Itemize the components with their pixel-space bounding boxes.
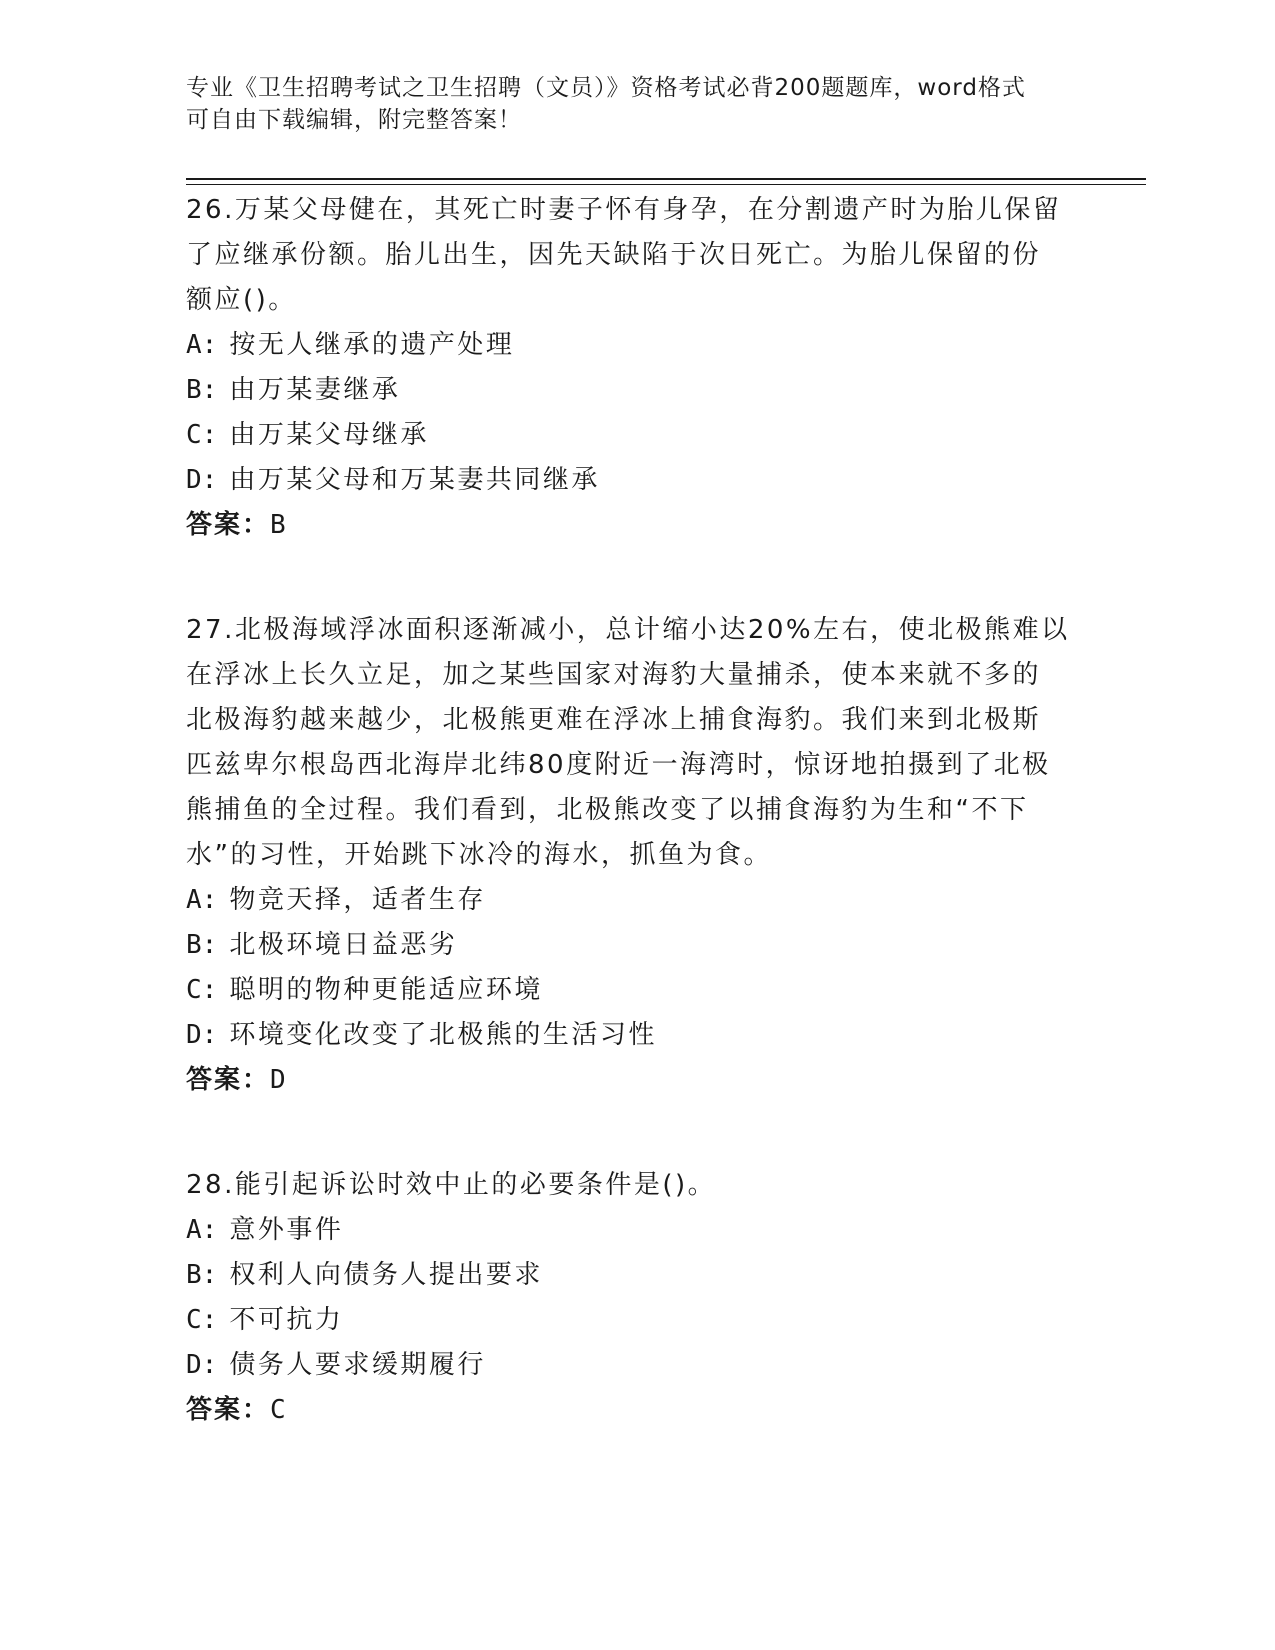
question-line: 水”的习性，开始跳下冰冷的海水，抓鱼为食。 (186, 840, 772, 870)
question-27 (186, 608, 1086, 1103)
option-text: 物竞天择，适者生存 (229, 885, 486, 915)
answer (186, 1058, 1086, 1103)
answer (186, 503, 1086, 548)
option-letter: B: (186, 375, 218, 405)
answer-label: 答案： (186, 1395, 271, 1425)
answer-value: C (270, 1395, 288, 1425)
option-letter: A: (186, 330, 218, 360)
option-letter: D: (186, 1020, 218, 1050)
question-line: 匹兹卑尔根岛西北海岸北纬80度附近一海湾时，惊讶地拍摄到了北极 (186, 750, 1051, 780)
header-line-2: 可自由下载编辑，附完整答案！ (186, 107, 522, 133)
question-line: 26.万某父母健在，其死亡时妻子怀有身孕，在分割遗产时为胎儿保留 (186, 195, 1062, 225)
option-a (186, 323, 1086, 368)
question-line: 了应继承份额。胎儿出生，因先天缺陷于次日死亡。为胎儿保留的份 (186, 240, 1042, 270)
question-line: 在浮冰上长久立足，加之某些国家对海豹大量捕杀，使本来就不多的 (186, 660, 1042, 690)
option-b (186, 1253, 1086, 1298)
option-text: 聪明的物种更能适应环境 (229, 975, 543, 1005)
option-d (186, 1343, 1086, 1388)
answer-value: D (270, 1065, 288, 1095)
option-text: 按无人继承的遗产处理 (229, 330, 515, 360)
option-letter: D: (186, 1350, 218, 1380)
option-text: 由万某妻继承 (229, 375, 401, 405)
option-letter: A: (186, 885, 218, 915)
option-letter: D: (186, 465, 218, 495)
option-b (186, 368, 1086, 413)
option-text: 环境变化改变了北极熊的生活习性 (229, 1020, 657, 1050)
answer-label: 答案： (186, 1065, 271, 1095)
question-26 (186, 188, 1086, 548)
answer-label: 答案： (186, 510, 271, 540)
option-c (186, 1298, 1086, 1343)
option-c (186, 413, 1086, 458)
answer-value: B (270, 510, 288, 540)
option-letter: B: (186, 1260, 218, 1290)
header-line-1: 专业《卫生招聘考试之卫生招聘（文员）》资格考试必背200题题库，word格式 (186, 75, 1026, 101)
option-c (186, 968, 1086, 1013)
question-list (186, 188, 1086, 1493)
option-text: 债务人要求缓期履行 (229, 1350, 486, 1380)
question-line: 北极海豹越来越少，北极熊更难在浮冰上捕食海豹。我们来到北极斯 (186, 705, 1042, 735)
header-divider-thin (186, 184, 1146, 185)
question-28 (186, 1163, 1086, 1433)
option-text: 意外事件 (229, 1215, 344, 1245)
option-a (186, 878, 1086, 923)
option-b (186, 923, 1086, 968)
document-header (186, 72, 1066, 136)
question-line: 27.北极海域浮冰面积逐渐减小，总计缩小达20%左右，使北极熊难以 (186, 615, 1070, 645)
option-text: 不可抗力 (229, 1305, 344, 1335)
option-text: 北极环境日益恶劣 (229, 930, 458, 960)
answer (186, 1388, 1086, 1433)
header-divider-thick (186, 178, 1146, 180)
option-letter: C: (186, 1305, 218, 1335)
question-text (186, 188, 1086, 323)
option-d (186, 1013, 1086, 1058)
option-text: 由万某父母和万某妻共同继承 (229, 465, 600, 495)
option-letter: A: (186, 1215, 218, 1245)
option-letter: C: (186, 975, 218, 1005)
question-line: 熊捕鱼的全过程。我们看到，北极熊改变了以捕食海豹为生和“不下 (186, 795, 1029, 825)
option-d (186, 458, 1086, 503)
option-letter: B: (186, 930, 218, 960)
option-text: 权利人向债务人提出要求 (229, 1260, 543, 1290)
question-line: 额应()。 (186, 285, 297, 315)
option-a (186, 1208, 1086, 1253)
option-text: 由万某父母继承 (229, 420, 429, 450)
option-letter: C: (186, 420, 218, 450)
question-line: 28.能引起诉讼时效中止的必要条件是()。 (186, 1170, 717, 1200)
question-text (186, 608, 1086, 878)
question-text (186, 1163, 1086, 1208)
